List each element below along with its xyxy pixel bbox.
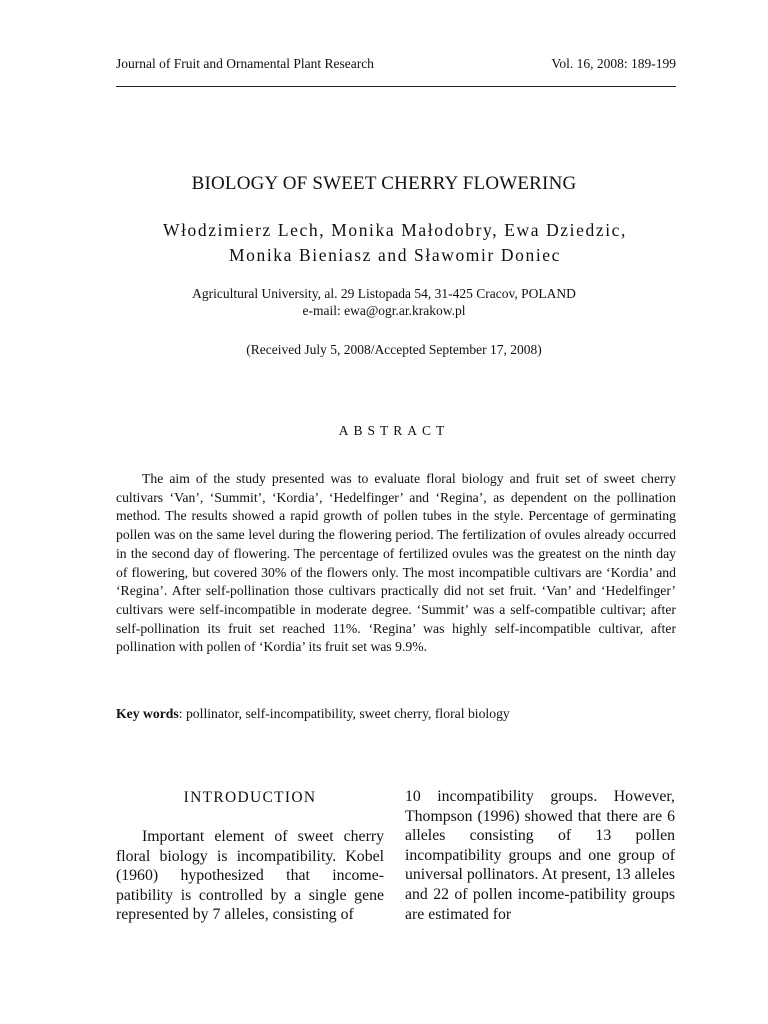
author-line-1: Włodzimierz Lech, Monika Małodobry, Ewa Dziedzic, bbox=[162, 220, 628, 240]
introduction-right-text: 10 incompatibility groups. However, Thompson (1996) showed that there are 6 alleles consisting of 13 pollen incompatibility groups and one group of universal pollinators. At present, 13 alleles and 22 of pollen income-patibility groups are estimated for bbox=[405, 788, 675, 923]
running-header bbox=[116, 56, 676, 72]
volume-info: Vol. 16, 2008: 189-199 bbox=[551, 56, 676, 71]
left-column bbox=[116, 787, 384, 925]
right-column bbox=[405, 787, 675, 924]
paper-title: BIOLOGY OF SWEET CHERRY FLOWERING bbox=[191, 173, 577, 194]
keywords-text: : pollinator, self-incompatibility, sweet cherry, floral biology bbox=[178, 706, 510, 721]
author-line-2: Monika Bieniasz and Sławomir Doniec bbox=[228, 245, 562, 265]
affiliation-email: e-mail: ewa@ogr.ar.krakow.pl bbox=[302, 303, 466, 318]
affiliation-address: Agricultural University, al. 29 Listopada 54, 31-425 Cracov, POLAND bbox=[192, 286, 576, 301]
introduction-heading: INTRODUCTION bbox=[183, 789, 317, 806]
keywords-label: Key words bbox=[116, 706, 179, 721]
keywords bbox=[116, 706, 676, 722]
received-accepted-dates: (Received July 5, 2008/Accepted September 17, 2008) bbox=[246, 342, 542, 357]
author-list bbox=[0, 218, 768, 268]
abstract-body: The aim of the study presented was to evaluate floral biology and fruit set of sweet cherry cultivars ‘Van’, ‘Summit’, ‘Kordia’, ‘Hedelfinger’ and ‘Regina’, as dependent on the pollination method. The results showed a rapid growth of pollen tubes in the style. Percentage of germinating pollen was on the same level during the flowering period. The fertilization of ovules already occurred in the second day of flowering. The percentage of fertilized ovules was the greatest on the ninth day of flowering, but covered 30% of the flowers only. The most incompatible cultivars are ‘Kordia’ and ‘Regina’. After self-pollination those cultivars practically did not set fruit. ‘Van’ and ‘Hedelfinger’ cultivars were self-incompatible in moderate degree. ‘Summit’ was a self-compatible cultivar; after self-pollination its fruit set reached 11%. ‘Regina’ was highly self-incompatible cultivar, after pollination with pollen of ‘Kordia’ its fruit set was 9.9%. bbox=[116, 471, 676, 655]
header-rule bbox=[116, 86, 676, 87]
affiliation bbox=[0, 285, 768, 319]
journal-name: Journal of Fruit and Ornamental Plant Research bbox=[116, 56, 374, 71]
introduction-left-text: Important element of sweet cherry floral biology is incompatibility. Kobel (1960) hypothesized that income-patibility is controlled by a single gene represented by 7 alleles, consisting of bbox=[116, 828, 384, 924]
abstract-heading: ABSTRACT bbox=[338, 423, 450, 438]
